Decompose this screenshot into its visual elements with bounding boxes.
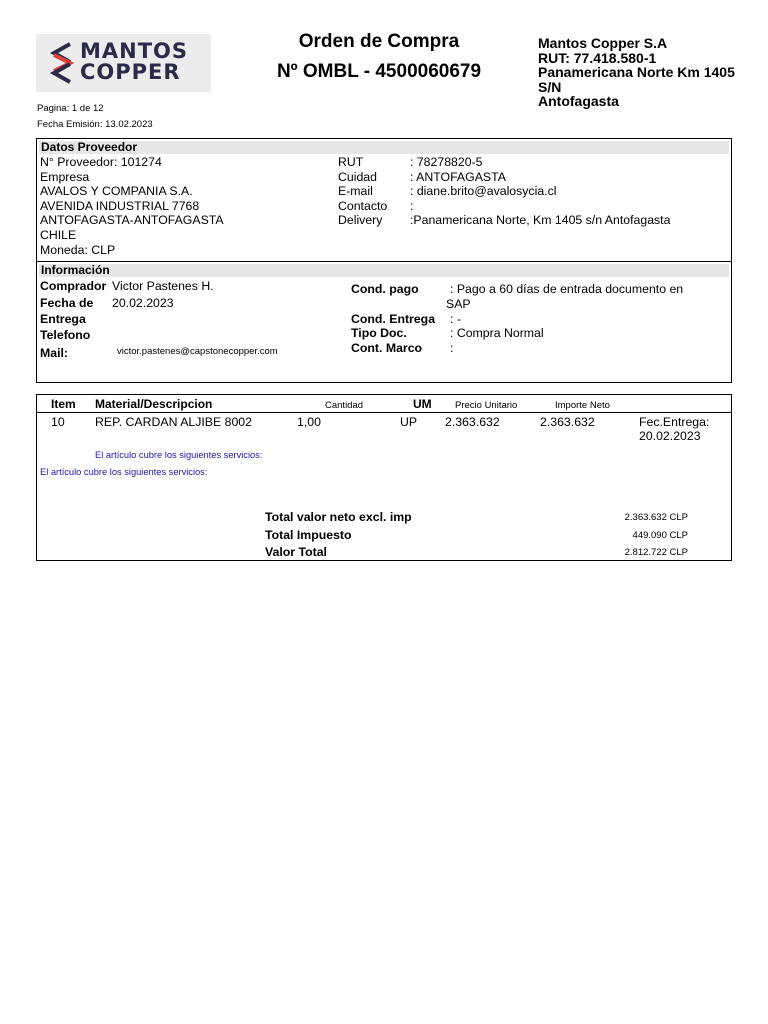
company-city: Antofagasta <box>538 93 619 109</box>
row-item: 10 <box>51 415 65 429</box>
col-unit-price: Precio Unitario <box>455 400 518 411</box>
col-item: Item <box>51 397 76 411</box>
buyer-value: Victor Pastenes H. <box>112 279 214 293</box>
supplier-header: Datos Proveedor <box>41 140 138 154</box>
payment-label: Cond. pago <box>351 282 419 296</box>
supplier-country: CHILE <box>40 227 77 242</box>
doc-type-label: Tipo Doc. <box>351 326 407 340</box>
row-delivery-date: 20.02.2023 <box>639 429 701 443</box>
email-label: E-mail <box>338 184 373 199</box>
contact-label: Contacto <box>338 198 388 213</box>
supplier-company-name: AVALOS Y COMPANIA S.A. <box>40 184 193 199</box>
logo-chevron-icon <box>48 42 76 84</box>
supplier-number: N° Proveedor: 101274 <box>40 155 162 169</box>
buyer-label: Comprador <box>40 279 107 293</box>
phone-label: Telefono <box>40 328 91 342</box>
email-value: : diane.brito@avalosycia.cl <box>410 184 557 199</box>
info-header: Información <box>41 263 110 277</box>
document-number: Nº OMBL - 4500060679 <box>276 61 482 82</box>
supplier-city-region: ANTOFAGASTA-ANTOFAGASTA <box>40 213 224 228</box>
total-net-value: 2.363.632 CLP <box>624 512 688 523</box>
framework-value: : <box>450 341 454 355</box>
col-material: Material/Descripcion <box>95 397 213 411</box>
service-note-1: El artículo cubre los siguientes servicios: <box>95 450 263 460</box>
mail-value: victor.pastenes@capstonecopper.com <box>117 346 278 357</box>
contact-value: : <box>410 198 414 213</box>
company-name: Mantos Copper S.A <box>538 35 668 51</box>
information-section <box>36 261 732 383</box>
company-logo <box>36 34 211 92</box>
col-quantity: Cantidad <box>325 400 364 411</box>
logo-line-2: COPPER <box>80 60 181 84</box>
supplier-currency: Moneda: CLP <box>40 242 116 257</box>
row-unit-price: 2.363.632 <box>445 415 500 429</box>
delivery-label: Delivery <box>338 213 383 228</box>
logo-wordmark <box>80 41 188 83</box>
supplier-header-band <box>39 141 729 154</box>
delivery-date-label-2: Entrega <box>40 312 86 326</box>
page-indicator: Pagina: 1 de 12 <box>37 103 104 114</box>
city-value: : ANTOFAGASTA <box>410 169 506 184</box>
total-tax-value: 449.090 CLP <box>632 530 688 541</box>
items-section <box>36 394 732 561</box>
col-net-amount: Importe Neto <box>555 400 610 411</box>
framework-label: Cont. Marco <box>351 341 423 355</box>
payment-value-1: : Pago a 60 días de entrada documento en <box>450 282 684 296</box>
grand-total-value: 2.812.722 CLP <box>624 547 688 558</box>
doc-type-value: : Compra Normal <box>450 326 544 340</box>
supplier-field-labels <box>338 155 387 228</box>
row-net-amount: 2.363.632 <box>540 415 595 429</box>
row-quantity: 1,00 <box>297 415 321 429</box>
delivery-cond-value: : - <box>450 312 461 326</box>
row-material: REP. CARDAN ALJIBE 8002 <box>95 415 252 429</box>
mail-label: Mail: <box>40 346 69 360</box>
delivery-cond-label: Cond. Entrega <box>351 312 436 326</box>
supplier-company-label: Empresa <box>40 169 90 184</box>
info-header-band <box>39 264 729 277</box>
total-net-label: Total valor neto excl. imp <box>265 510 412 524</box>
supplier-street: AVENIDA INDUSTRIAL 7768 <box>40 198 200 213</box>
company-address-2: S/N <box>538 78 562 95</box>
rut-value: : 78278820-5 <box>410 155 483 169</box>
city-label: Cuidad <box>338 169 377 184</box>
total-tax-label: Total Impuesto <box>265 528 352 542</box>
supplier-section <box>36 138 732 262</box>
supplier-left-column <box>40 155 224 257</box>
supplier-field-values <box>410 155 670 228</box>
delivery-date-label-1: Fecha de <box>40 296 94 310</box>
col-um: UM <box>413 397 432 411</box>
document-title: Orden de Compra <box>298 31 460 52</box>
delivery-value: :Panamericana Norte, Km 1405 s/n Antofagasta <box>410 213 671 228</box>
service-note-2: El artículo cubre los siguientes servicios: <box>40 467 208 477</box>
issue-date: Fecha Emisión: 13.02.2023 <box>37 119 153 130</box>
payment-value-2: SAP <box>446 297 471 311</box>
row-um: UP <box>400 415 418 429</box>
delivery-date-value: 20.02.2023 <box>112 296 174 310</box>
company-rut: RUT: 77.418.580-1 <box>538 49 657 66</box>
grand-total-label: Valor Total <box>265 545 327 559</box>
items-header-divider <box>37 412 731 413</box>
logo-line-1: MANTOS <box>80 39 189 63</box>
rut-label: RUT <box>338 155 364 169</box>
row-delivery-label: Fec.Entrega: <box>639 415 710 429</box>
company-address-1: Panamericana Norte Km 1405 <box>538 64 735 80</box>
